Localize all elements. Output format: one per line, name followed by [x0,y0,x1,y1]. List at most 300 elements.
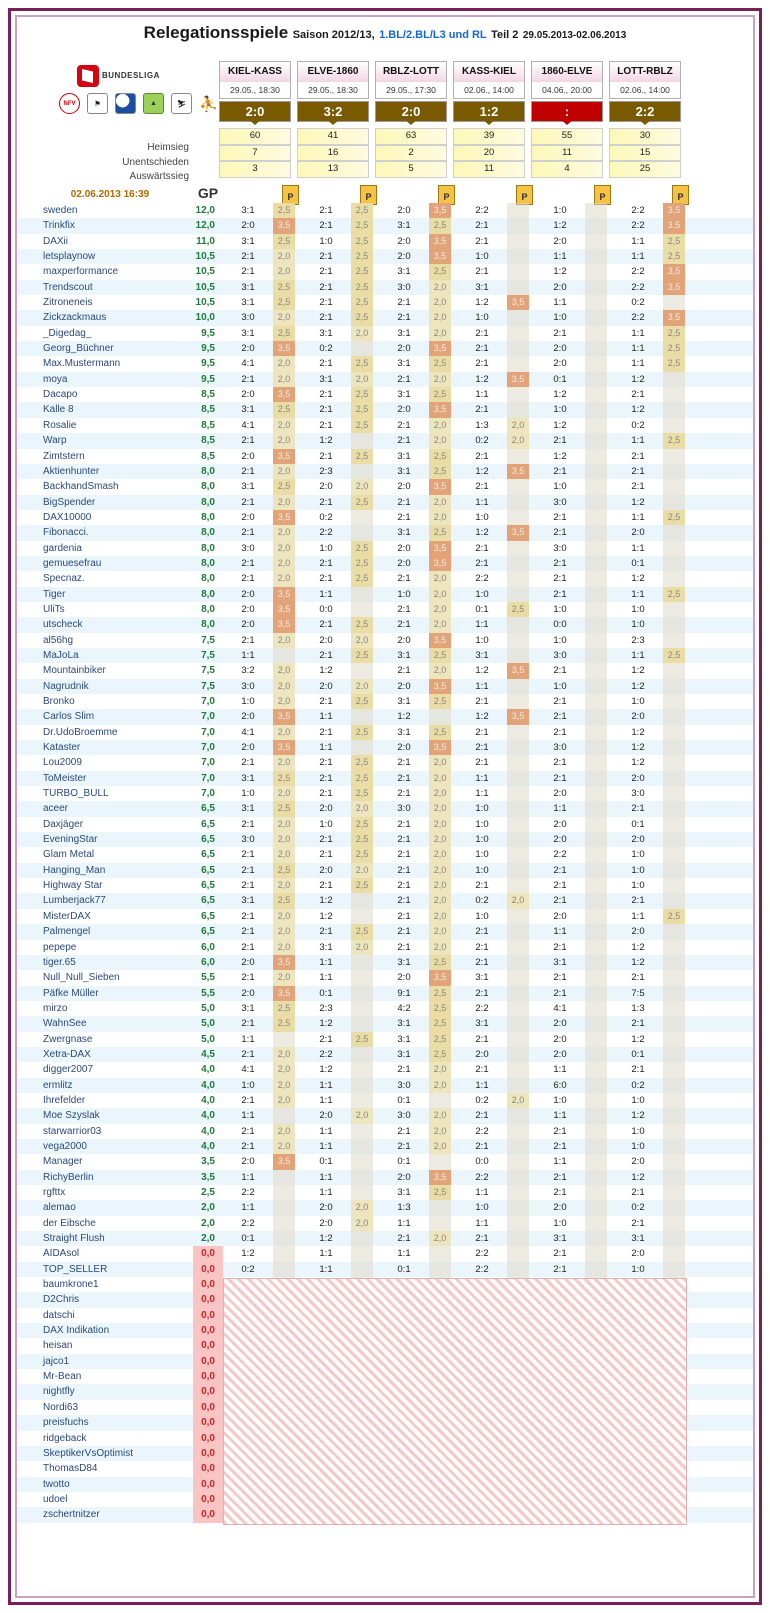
count-draw: 16 [297,145,369,162]
tip-score: 1:2 [319,1233,333,1245]
tip-score: 0:2 [631,1202,645,1214]
table-row[interactable] [17,1139,753,1154]
table-row[interactable] [17,832,753,847]
tip-score: 3:0 [553,649,567,661]
tip-score: 1:0 [631,1094,645,1106]
player-points: 3,5 [201,1156,215,1168]
match-score: 1:2 [453,101,525,122]
tip-score: 0:2 [475,895,489,907]
tip-score: 3:1 [475,649,489,661]
match-column-5 [531,61,603,178]
tip-score: 2:0 [553,818,567,830]
player-points: 0,0 [193,1369,223,1384]
player-points: 0,0 [193,1400,223,1415]
tip-score: 0:1 [475,603,489,615]
table-row[interactable] [17,510,753,525]
tip-score: 2:1 [553,1171,567,1183]
player-points: 5,0 [201,1002,215,1014]
column-spacer [685,387,691,402]
tip-score: 2:1 [241,910,255,922]
player-name: Nordi63 [43,1401,79,1413]
table-row[interactable] [17,1124,753,1139]
tip-score: 0:1 [319,1156,333,1168]
title-daterange: 29.05.2013-02.06.2013 [522,30,627,41]
tip-score: 2:0 [397,634,411,646]
tip-score: 1:1 [631,649,645,661]
table-row[interactable] [17,1216,753,1231]
player-points: 6,5 [201,834,215,846]
player-points: 0,0 [193,1277,223,1292]
tip-score: 2:1 [631,389,645,401]
table-row[interactable] [17,1016,753,1031]
player-points: 12,0 [195,220,215,232]
tip-score: 1:1 [319,956,333,968]
tip-score: 2:2 [475,205,489,216]
table-row[interactable] [17,694,753,709]
table-row[interactable] [17,1047,753,1062]
player-points: 5,5 [201,972,215,984]
table-row[interactable] [17,387,753,402]
table-row[interactable] [17,433,753,448]
table-row[interactable] [17,847,753,862]
table-row[interactable] [17,402,753,417]
tip-score: 1:2 [631,1171,645,1183]
tip-score: 2:1 [553,511,567,523]
player-points: 10,5 [195,297,215,309]
player-points: 8,0 [201,481,215,493]
table-row[interactable] [17,556,753,571]
tip-score: 1:1 [631,327,645,339]
player-points: 8,0 [201,511,215,523]
table-row[interactable] [17,863,753,878]
tip-score: 2:1 [319,450,333,462]
table-row[interactable] [17,1231,753,1246]
tip-score: 2:1 [397,312,411,324]
column-spacer [685,571,691,586]
table-row[interactable] [17,817,753,832]
player-points: 7,5 [201,634,215,646]
tip-score: 1:2 [631,373,645,385]
tip-score: 1:1 [475,389,489,401]
tip-score: 1:0 [631,1140,645,1152]
column-spacer [685,326,691,341]
tip-score: 2:0 [319,803,333,815]
column-spacer [685,1093,691,1108]
tip-score: 2:0 [241,450,255,462]
table-row[interactable] [17,755,753,770]
tip-score: 1:1 [319,711,333,723]
column-spacer [685,1001,691,1016]
column-spacer [685,663,691,678]
table-row[interactable] [17,909,753,924]
tip-score: 1:1 [319,588,333,600]
tip-score: 1:0 [475,312,489,324]
tip-score: 2:1 [397,849,411,861]
table-row[interactable] [17,1062,753,1077]
table-row[interactable] [17,1200,753,1215]
player-name: D2Chris [43,1294,80,1306]
player-name: utscheck [43,619,83,631]
table-row[interactable] [17,893,753,908]
tip-score: 3:1 [397,956,411,968]
player-name: twotto [43,1478,70,1490]
match-score: 2:0 [219,101,291,122]
table-row[interactable] [17,326,753,341]
tip-score: 2:0 [397,404,411,416]
tip-score: 2:1 [319,849,333,861]
tip-score: 2:1 [319,834,333,846]
player-points: 2,5 [201,1187,215,1198]
column-spacer [685,986,691,1001]
table-row[interactable] [17,1093,753,1108]
tip-score: 2:1 [553,573,567,585]
table-row[interactable] [17,955,753,970]
column-spacer [685,433,691,448]
tip-score: 0:2 [241,1263,255,1275]
tip-score: 1:0 [241,1079,255,1091]
table-row[interactable] [17,356,753,371]
table-row[interactable] [17,633,753,648]
table-row[interactable] [17,709,753,724]
table-row[interactable] [17,679,753,694]
tip-score: 1:0 [475,910,489,922]
title-part: Teil 2 [491,29,519,41]
count-home: 60 [219,128,291,145]
player-name: tiger.65 [43,956,76,968]
tip-score: 3:1 [397,450,411,462]
tip-score: 3:0 [241,542,255,554]
tip-score: 1:0 [631,696,645,707]
table-row[interactable] [17,218,753,233]
tip-score: 3:1 [553,1233,567,1245]
table-row[interactable] [17,1170,753,1185]
table-row[interactable] [17,464,753,479]
tip-score: 4:1 [241,358,255,370]
bundesliga-mark-icon [77,65,99,87]
column-spacer [685,510,691,525]
tip-score: 1:0 [553,205,567,216]
table-row[interactable] [17,295,753,310]
player-points: 0,0 [193,1431,223,1446]
table-row[interactable] [17,602,753,617]
tip-score: 1:1 [319,1079,333,1091]
gp-header: GP [197,185,219,201]
match-date: 29.05., 18:30 [297,82,369,99]
tip-score: 2:0 [631,711,645,723]
tip-score: 2:1 [241,818,255,830]
player-name: ToMeister [43,772,87,784]
table-row[interactable] [17,1246,753,1261]
table-row[interactable] [17,771,753,786]
player-name: Trinkfix [43,220,75,232]
tip-score: 1:0 [241,788,255,800]
table-row[interactable] [17,986,753,1001]
table-row[interactable] [17,479,753,494]
match-date: 02.06., 14:00 [609,82,681,99]
column-spacer [685,694,691,709]
player-name: baumkrone1 [43,1279,99,1291]
tip-score: 2:1 [475,726,489,738]
tip-score: 3:1 [241,297,255,309]
match-score: 2:0 [375,101,447,122]
column-spacer [685,909,691,924]
table-row[interactable] [17,449,753,464]
tip-score: 3:1 [241,803,255,815]
tip-score: 1:0 [475,1202,489,1214]
table-row[interactable] [17,1032,753,1047]
tip-score: 1:1 [631,542,645,554]
tip-score: 1:0 [397,588,411,600]
column-spacer [685,525,691,540]
tip-score: 3:1 [241,481,255,493]
match-date: 29.05., 17:30 [375,82,447,99]
tip-score: 2:2 [241,1217,255,1229]
tip-score: 1:1 [475,496,489,508]
table-row[interactable] [17,495,753,510]
tip-score: 1:0 [553,404,567,416]
tip-score: 2:1 [553,972,567,984]
tip-score: 2:1 [553,987,567,999]
tip-score: 3:0 [631,788,645,800]
table-row[interactable] [17,1262,753,1277]
player-points: 7,0 [201,711,215,723]
tip-score: 2:0 [397,481,411,493]
count-home: 63 [375,128,447,145]
legend-draw: Unentschieden [122,156,189,168]
column-spacer [685,1016,691,1031]
table-row[interactable] [17,1154,753,1169]
tip-score: 2:1 [397,926,411,938]
column-spacer [685,740,691,755]
tip-score: 2:0 [241,742,255,754]
tip-score: 1:2 [631,941,645,953]
player-name: Daxjäger [43,818,84,830]
player-name: Rosalie [43,419,77,431]
column-spacer [685,372,691,387]
column-spacer [685,495,691,510]
tip-score: 1:0 [475,818,489,830]
tip-score: 2:1 [319,1033,333,1045]
tip-score: 2:1 [553,711,567,723]
player-name: Kalle 8 [43,404,74,416]
tip-score: 3:1 [397,1187,411,1198]
count-draw: 11 [531,145,603,162]
tip-score: 2:1 [397,573,411,585]
player-points: 7,0 [201,788,215,800]
tip-score: 2:1 [319,788,333,800]
table-row[interactable] [17,1001,753,1016]
tip-score: 2:2 [631,266,645,278]
tip-score: 2:1 [319,358,333,370]
player-name: UliTs [43,603,65,615]
tip-score: 2:1 [241,527,255,539]
tip-score: 2:1 [475,557,489,569]
tip-score: 1:1 [475,788,489,800]
table-row[interactable] [17,1108,753,1123]
tip-score: 1:1 [319,1248,333,1260]
player-points: 8,5 [201,450,215,462]
tip-score: 1:2 [475,665,489,677]
table-row[interactable] [17,725,753,740]
tip-score: 2:0 [631,1156,645,1168]
player-points: 0,0 [193,1246,223,1261]
table-row[interactable] [17,418,753,433]
tip-score: 1:0 [475,849,489,861]
count-away: 3 [219,161,291,178]
tip-score: 2:1 [553,1263,567,1275]
tip-score: 3:0 [241,834,255,846]
table-row[interactable] [17,786,753,801]
table-row[interactable] [17,1185,753,1200]
tip-score: 1:1 [631,511,645,523]
tip-score: 2:1 [319,496,333,508]
tip-score: 2:1 [475,1233,489,1245]
player-points: 8,5 [201,435,215,447]
tip-score: 3:1 [241,1002,255,1014]
tip-score: 1:0 [553,680,567,692]
tip-score: 1:2 [319,895,333,907]
column-spacer [685,955,691,970]
table-row[interactable] [17,203,753,218]
table-row[interactable] [17,878,753,893]
table-row[interactable] [17,280,753,295]
tip-score: 3:1 [397,1018,411,1030]
player-name: Moe Szyslak [43,1110,100,1122]
table-row[interactable] [17,372,753,387]
tip-score: 2:1 [475,742,489,754]
table-row[interactable] [17,924,753,939]
table-row[interactable] [17,525,753,540]
table-row[interactable] [17,617,753,632]
table-row[interactable] [17,234,753,249]
player-name: udoel [43,1493,68,1505]
player-name: _Digedag_ [43,327,92,339]
table-row[interactable] [17,249,753,264]
match-name: ELVE-1860 [297,61,369,82]
tip-score: 2:0 [397,542,411,554]
table-row[interactable] [17,571,753,586]
tip-score: 2:3 [319,465,333,477]
count-away: 5 [375,161,447,178]
player-points: 10,5 [195,266,215,278]
tip-score: 0:2 [319,511,333,523]
tip-score: 2:0 [631,772,645,784]
tip-score: 2:1 [475,358,489,370]
tip-score: 2:1 [241,880,255,892]
tip-score: 1:1 [553,803,567,815]
tip-score: 2:1 [475,987,489,999]
page-title [17,23,753,43]
match-name: KASS-KIEL [453,61,525,82]
tip-score: 3:1 [475,281,489,293]
player-name: Specnaz. [43,573,85,585]
player-points: 6,5 [201,926,215,938]
table-row[interactable] [17,541,753,556]
player-name: Ihrefelder [43,1094,86,1106]
tip-score: 2:0 [475,1048,489,1060]
tip-score: 3:1 [397,358,411,370]
tip-score: 0:1 [631,1048,645,1060]
tip-score: 2:0 [553,281,567,293]
column-spacer [685,1200,691,1215]
tip-score: 2:2 [241,1187,255,1198]
tip-score: 2:1 [553,465,567,477]
table-row[interactable] [17,264,753,279]
tip-score: 1:0 [631,603,645,615]
player-name: Mountainbiker [43,665,106,677]
tip-score: 3:0 [553,742,567,754]
tip-score: 2:0 [319,634,333,646]
player-name: Mr-Bean [43,1371,82,1383]
table-row[interactable] [17,740,753,755]
tip-score: 2:1 [553,864,567,876]
legend-home: Heimsieg [147,142,189,153]
tip-score: 0:0 [475,1156,489,1168]
table-row[interactable] [17,663,753,678]
player-points: 6,0 [201,941,215,953]
tip-score: 1:1 [241,1171,255,1183]
match-name: 1860-ELVE [531,61,603,82]
tip-score: 2:1 [553,435,567,447]
tip-score: 2:1 [397,373,411,385]
tip-score: 0:2 [319,343,333,355]
tip-score: 1:1 [553,251,567,263]
tip-score: 2:1 [319,266,333,278]
tip-score: 2:1 [553,895,567,907]
table-row[interactable] [17,801,753,816]
tip-score: 2:3 [631,634,645,646]
column-spacer [685,356,691,371]
tip-score: 0:1 [319,987,333,999]
tip-score: 1:1 [631,435,645,447]
player-points: 0,0 [193,1492,223,1507]
tip-score: 2:1 [475,1110,489,1122]
tip-score: 0:2 [475,435,489,447]
table-row[interactable] [17,1078,753,1093]
table-row[interactable] [17,341,753,356]
column-spacer [685,1139,691,1154]
tip-score: 2:1 [475,1064,489,1076]
tip-score: 2:1 [397,1064,411,1076]
column-spacer [685,310,691,325]
tip-score: 1:1 [553,1064,567,1076]
player-name: TURBO_BULL [43,788,109,800]
tip-score: 3:1 [319,327,333,339]
tip-score: 1:2 [475,711,489,723]
table-row[interactable] [17,970,753,985]
tip-score: 2:0 [241,987,255,999]
tip-score: 2:0 [397,557,411,569]
count-home: 39 [453,128,525,145]
tip-score: 1:0 [475,864,489,876]
tip-score: 4:2 [397,1002,411,1014]
table-row[interactable] [17,940,753,955]
tip-score: 2:1 [553,1187,567,1198]
tip-score: 2:0 [397,742,411,754]
column-spacer [685,940,691,955]
table-row[interactable] [17,587,753,602]
player-name: maxperformance [43,266,119,278]
player-name: BigSpender [43,496,96,508]
tip-score: 2:1 [397,834,411,846]
tip-score: 2:1 [475,327,489,339]
table-row[interactable] [17,310,753,325]
table-row[interactable] [17,648,753,663]
tip-score: 2:1 [475,1033,489,1045]
tip-score: 1:2 [397,711,411,723]
column-spacer [685,541,691,556]
tip-score: 2:1 [475,542,489,554]
